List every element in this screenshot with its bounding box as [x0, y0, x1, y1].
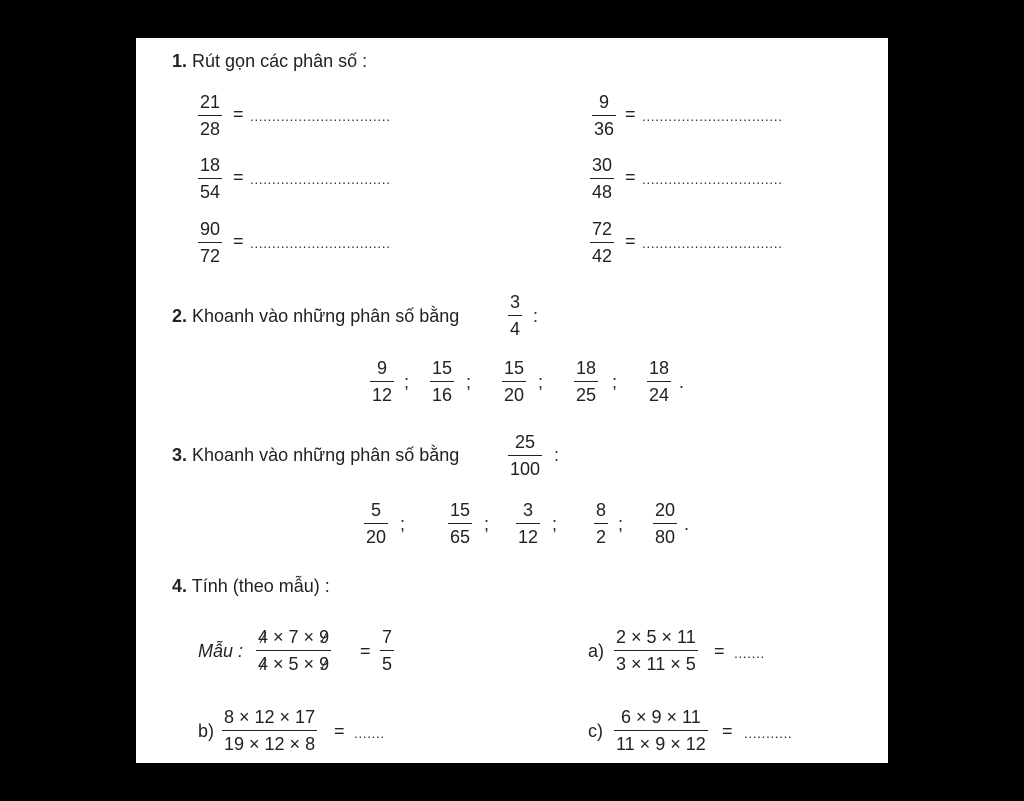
separator: ; — [484, 514, 490, 534]
part-b-label: b) — [198, 721, 215, 741]
part-b-fraction — [222, 707, 317, 754]
answer-blank[interactable]: ........... — [744, 725, 793, 741]
ex1-heading — [172, 51, 367, 72]
numerator: 3 — [510, 292, 521, 312]
denominator: 48 — [592, 182, 613, 202]
denominator: 65 — [450, 527, 471, 547]
ex3-target-fraction — [508, 432, 542, 479]
numerator: 8 — [596, 500, 607, 520]
numerator: 20 — [655, 500, 676, 520]
end-period: . — [679, 372, 685, 392]
answer-blank[interactable]: ....... — [734, 645, 765, 661]
denominator: 24 — [649, 385, 670, 405]
denominator: 20 — [366, 527, 387, 547]
ex1-fraction — [198, 219, 222, 266]
ex4-number: 4. — [172, 576, 188, 596]
denominator: 11 × 9 × 12 — [616, 734, 706, 754]
separator: ; — [466, 372, 472, 392]
colon: : — [533, 306, 539, 326]
denominator: 100 — [510, 459, 541, 479]
denominator: 16 — [432, 385, 453, 405]
denominator: 28 — [200, 119, 221, 139]
numerator: 9 — [377, 358, 388, 378]
ex3-choice-fraction[interactable] — [594, 500, 608, 547]
denominator: 20 — [504, 385, 525, 405]
denominator — [256, 651, 331, 674]
numerator: 90 — [200, 219, 221, 239]
equals-sign: = — [625, 167, 636, 187]
denominator: 54 — [200, 182, 221, 202]
ex4-heading — [172, 576, 330, 597]
denominator: 12 — [518, 527, 539, 547]
cancelled-factor: 9 — [319, 654, 330, 674]
equals-sign: = — [722, 721, 733, 741]
equals-sign: = — [714, 641, 725, 661]
cancelled-factor: 9 — [319, 627, 330, 647]
numerator: 18 — [576, 358, 597, 378]
answer-blank[interactable]: ................................ — [642, 235, 783, 251]
part-a-fraction — [614, 627, 698, 674]
ex2-choice-fraction[interactable] — [574, 358, 598, 405]
ex1-fraction — [198, 155, 222, 202]
equals-sign: = — [625, 104, 636, 124]
ex3-heading — [172, 445, 459, 466]
ex2-choice-fraction[interactable] — [370, 358, 394, 405]
numerator: 3 — [523, 500, 534, 520]
equals-sign: = — [233, 167, 244, 187]
ex1-fraction — [592, 92, 616, 139]
denominator: 72 — [200, 246, 221, 266]
part-c-fraction — [614, 707, 708, 754]
numerator: 5 — [371, 500, 382, 520]
ex3-choice-fraction[interactable] — [516, 500, 540, 547]
factor-text: × 5 × — [268, 654, 320, 674]
equals-sign: = — [233, 231, 244, 251]
numerator: 72 — [592, 219, 613, 239]
ex1-fraction — [590, 155, 614, 202]
equals-sign: = — [625, 231, 636, 251]
denominator: 80 — [655, 527, 676, 547]
denominator: 3 × 11 × 5 — [616, 654, 696, 674]
equals-sign: = — [360, 641, 371, 661]
ex2-target-fraction — [508, 292, 522, 339]
ex1-number: 1. — [172, 51, 188, 71]
numerator: 7 — [382, 627, 393, 647]
cancelled-factor: 4 — [258, 654, 269, 674]
ex2-choice-fraction[interactable] — [430, 358, 454, 405]
denominator: 4 — [510, 319, 521, 339]
separator: ; — [612, 372, 618, 392]
numerator: 21 — [200, 92, 221, 112]
separator: ; — [404, 372, 410, 392]
denominator: 36 — [594, 119, 615, 139]
denominator: 5 — [382, 654, 393, 674]
equals-sign: = — [233, 104, 244, 124]
separator: ; — [538, 372, 544, 392]
numerator: 8 × 12 × 17 — [224, 707, 316, 727]
denominator: 25 — [576, 385, 597, 405]
example-fraction — [256, 627, 331, 674]
separator: ; — [400, 514, 406, 534]
numerator: 9 — [599, 92, 610, 112]
separator: ; — [552, 514, 558, 534]
answer-blank[interactable]: ................................ — [250, 235, 391, 251]
ex2-heading — [172, 306, 459, 327]
answer-blank[interactable]: ................................ — [642, 171, 783, 187]
cancelled-factor: 4 — [258, 627, 269, 647]
numerator: 30 — [592, 155, 613, 175]
part-c-label: c) — [588, 721, 603, 741]
ex3-title: Khoanh vào những phân số bằng — [192, 445, 460, 465]
numerator: 15 — [450, 500, 471, 520]
worksheet-page — [136, 38, 888, 763]
ex3-choice-fraction[interactable] — [653, 500, 677, 547]
numerator: 18 — [200, 155, 221, 175]
denominator: 2 — [596, 527, 607, 547]
example-result-fraction — [380, 627, 394, 674]
ex1-fraction — [198, 92, 222, 139]
equals-sign: = — [334, 721, 345, 741]
example-label: Mẫu : — [198, 641, 244, 661]
colon: : — [554, 445, 560, 465]
answer-blank[interactable]: ................................ — [250, 108, 391, 124]
numerator — [256, 627, 331, 650]
numerator: 2 × 5 × 11 — [616, 627, 696, 647]
numerator: 15 — [504, 358, 525, 378]
ex2-title: Khoanh vào những phân số bằng — [192, 306, 460, 326]
ex2-choice-fraction[interactable] — [647, 358, 671, 405]
answer-blank[interactable]: ....... — [354, 725, 385, 741]
numerator: 6 × 9 × 11 — [621, 707, 701, 727]
ex4-title: Tính (theo mẫu) : — [191, 576, 330, 596]
denominator: 12 — [372, 385, 393, 405]
ex2-number: 2. — [172, 306, 188, 326]
end-period: . — [684, 514, 690, 534]
factor-text: × 7 × — [268, 627, 320, 647]
ex3-choice-fraction[interactable] — [364, 500, 388, 547]
separator: ; — [618, 514, 624, 534]
answer-blank[interactable]: ................................ — [642, 108, 783, 124]
ex3-choice-fraction[interactable] — [448, 500, 472, 547]
numerator: 18 — [649, 358, 670, 378]
ex2-choice-fraction[interactable] — [502, 358, 526, 405]
ex3-number: 3. — [172, 445, 188, 465]
ex1-fraction — [590, 219, 614, 266]
ex1-title: Rút gọn các phân số : — [192, 51, 368, 71]
answer-blank[interactable]: ................................ — [250, 171, 391, 187]
numerator: 15 — [432, 358, 453, 378]
part-a-label: a) — [588, 641, 605, 661]
denominator: 42 — [592, 246, 613, 266]
numerator: 25 — [515, 432, 536, 452]
denominator: 19 × 12 × 8 — [224, 734, 316, 754]
